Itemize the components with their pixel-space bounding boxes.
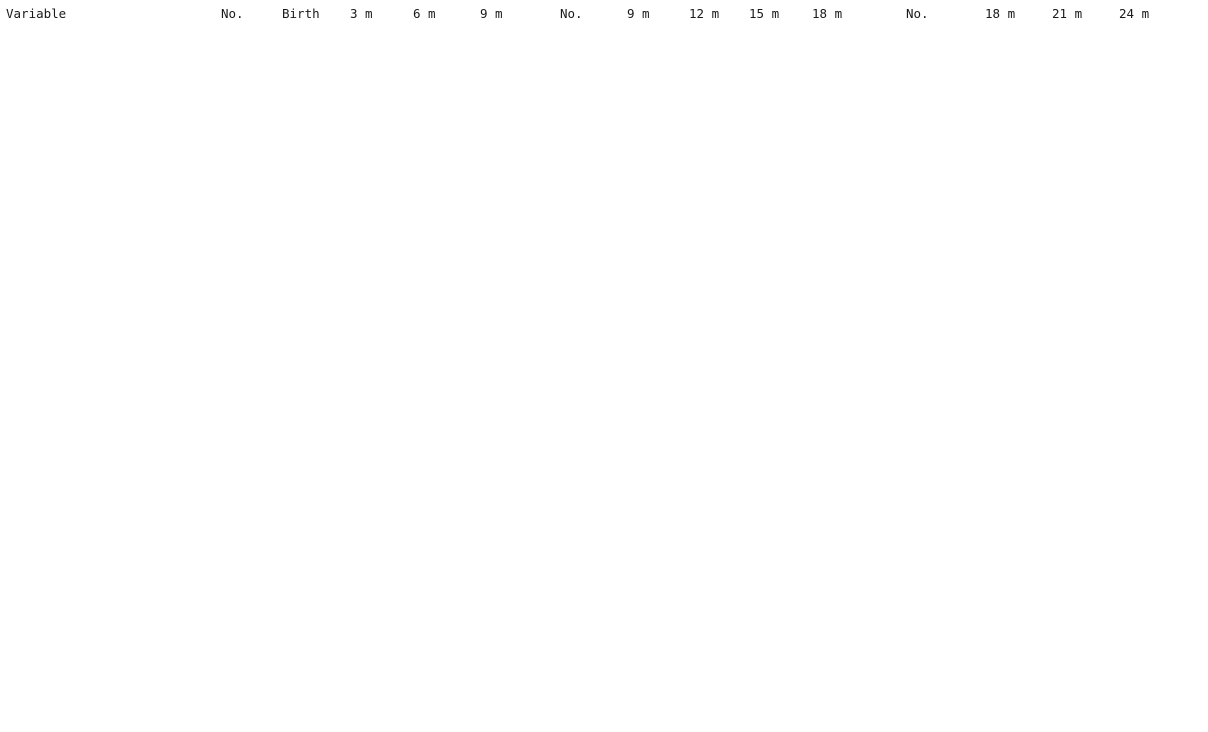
header-variable: Variable [6, 6, 67, 21]
header-column: Birth [282, 6, 320, 21]
header-column: 18 m [985, 6, 1016, 21]
header-column: 24 m [1119, 6, 1150, 21]
header-column: 9 m [480, 6, 503, 21]
header-column: 18 m [812, 6, 843, 21]
header-column: 9 m [627, 6, 650, 21]
header-column: 21 m [1052, 6, 1083, 21]
header-column: No. [906, 6, 929, 21]
header-column: 12 m [689, 6, 720, 21]
header-column: No. [221, 6, 244, 21]
header-column: No. [560, 6, 583, 21]
header-column: 3 m [350, 6, 373, 21]
header-column: 6 m [413, 6, 436, 21]
header-column: 15 m [749, 6, 780, 21]
